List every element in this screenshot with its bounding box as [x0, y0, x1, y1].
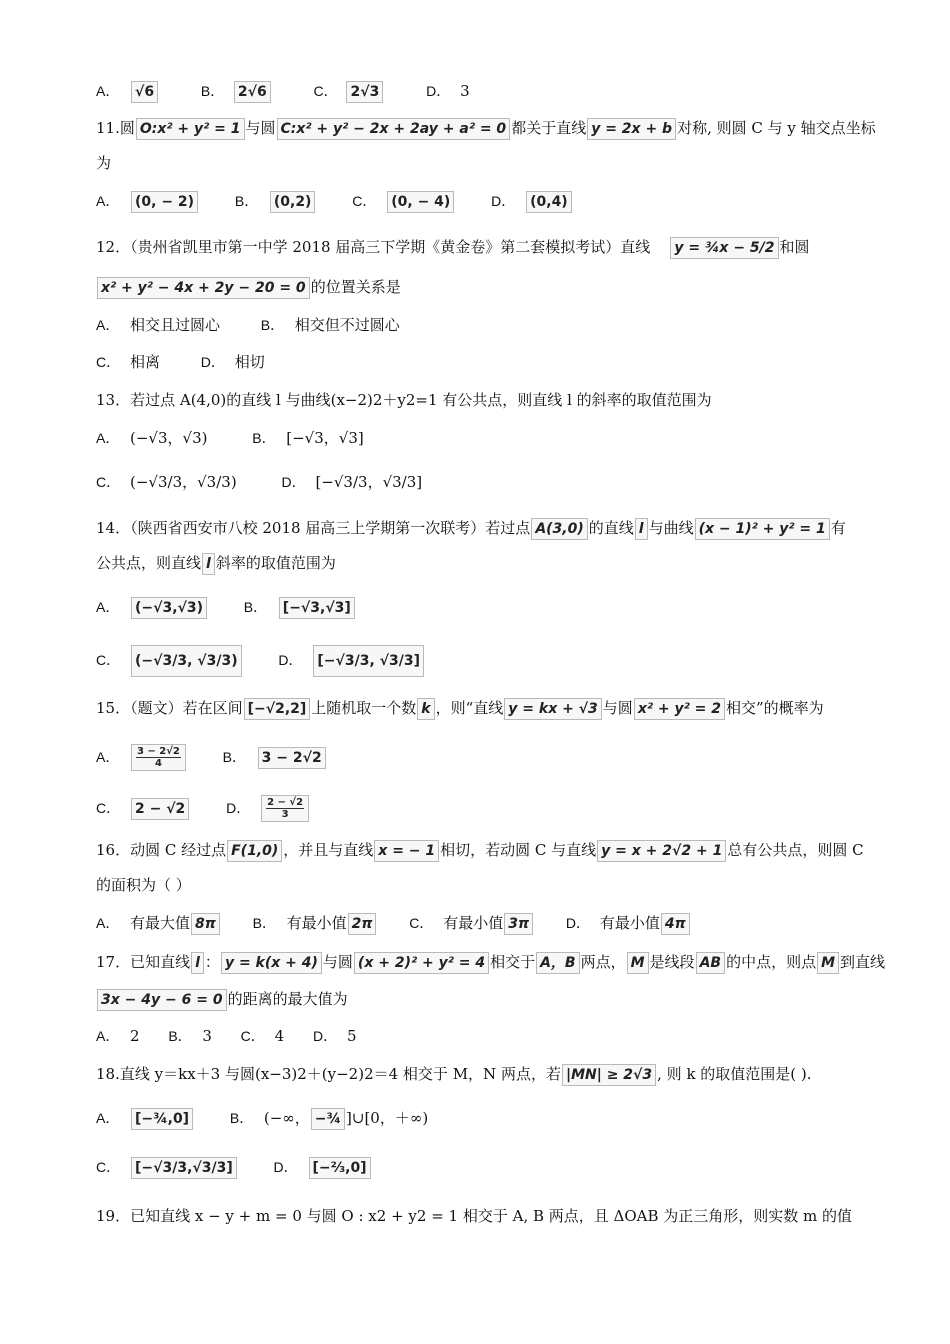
question-14-cont: [96, 552, 336, 575]
option-label: C．: [96, 354, 121, 370]
question-text: 动圆 C 经过点: [130, 841, 227, 859]
formula: M: [627, 952, 649, 974]
option-label: B．: [234, 193, 259, 209]
question-13: [96, 389, 712, 411]
q18-options-ab: [96, 1107, 428, 1130]
option-label: C．: [96, 799, 121, 816]
option-label: B．: [200, 83, 225, 99]
question-text: ，则“直线: [435, 699, 504, 717]
option-label: D．: [312, 1028, 338, 1044]
formula: y = ¾x − 5/2: [670, 237, 778, 259]
question-text: 相交”的概率为: [725, 699, 824, 717]
formula: l: [635, 518, 648, 540]
option-label: C．: [96, 1159, 121, 1175]
option-c-text: (−√3/3，√3/3): [130, 473, 237, 491]
question-text: 斜率的取值范围为: [215, 554, 336, 572]
formula: y = k(x + 4): [221, 952, 322, 974]
option-d-text: 3: [460, 82, 470, 100]
fraction-denominator: 3: [281, 809, 289, 820]
option-d-text: 相切: [234, 353, 265, 371]
q13-options-cd: [96, 471, 422, 493]
option-a-text: (−√3，√3): [130, 429, 208, 447]
option-label: C．: [313, 83, 338, 99]
question-text: 相交于: [490, 953, 536, 971]
q14-options-ab: [96, 596, 356, 619]
option-label: C．: [352, 193, 377, 209]
question-text: 为: [96, 154, 112, 172]
formula: [−√2,2]: [244, 698, 311, 720]
option-label: A．: [96, 748, 120, 765]
question-text: 已知直线: [130, 953, 191, 971]
option-label: B．: [229, 1110, 254, 1126]
option-c-text: 4: [274, 1027, 285, 1045]
option-d-text: 5: [346, 1027, 357, 1045]
question-text: 对称, 则圆 C 与 y 轴交点坐标: [677, 119, 876, 137]
formula: A，B: [536, 952, 580, 974]
formula: y = x + 2√2 + 1: [597, 840, 726, 862]
question-17: [96, 951, 885, 974]
option-c-formula: (−√3/3, √3/3): [131, 645, 242, 677]
option-label: D．: [273, 1159, 298, 1175]
option-label: C．: [409, 915, 434, 931]
question-text: 与曲线: [648, 519, 694, 537]
q15-options-cd: [96, 795, 310, 822]
option-label: C．: [240, 1028, 265, 1044]
q17-options: [96, 1025, 357, 1047]
option-c-formula: (0, − 4): [387, 191, 454, 213]
formula: |MN| ≥ 2√3: [562, 1064, 656, 1086]
formula: M: [817, 952, 839, 974]
option-label: A．: [96, 430, 120, 446]
question-14: [96, 517, 846, 540]
option-a-text: 相交且过圆心: [130, 316, 221, 334]
option-d-text: [−√3/3，√3/3]: [315, 473, 423, 491]
question-number: 17．: [96, 953, 131, 971]
q15-options-ab: [96, 744, 327, 771]
question-text: 的直线: [588, 519, 634, 537]
option-label: D．: [278, 652, 303, 668]
option-label: B．: [243, 599, 268, 615]
option-b-text: (−∞，: [263, 1109, 310, 1127]
question-number: 11.: [96, 119, 120, 137]
question-text: 两点，: [580, 953, 626, 971]
question-text: 都关于直线: [511, 119, 587, 137]
question-16-cont: [96, 874, 191, 896]
option-label: D．: [200, 354, 225, 370]
question-text: 上随机取一个数: [311, 699, 417, 717]
q11-options: [96, 190, 573, 213]
question-text: （陕西省西安市八校 2018 届高三上学期第一次联考）若过点: [130, 519, 531, 537]
option-d-formula: [−√3/3, √3/3]: [313, 645, 424, 677]
question-text: 与圆: [322, 953, 353, 971]
option-c-text: 相离: [130, 353, 161, 371]
formula: 3x − 4y − 6 = 0: [97, 989, 227, 1011]
formula: A(3,0): [531, 518, 587, 540]
question-text: 和圆: [779, 238, 810, 256]
option-b-formula: (0,2): [270, 191, 316, 213]
question-text: （贵州省凯里市第一中学 2018 届高三下学期《黄金卷》第二套模拟考试）直线: [130, 238, 651, 256]
option-label: B．: [168, 1028, 192, 1044]
question-text: 若过点 A(4,0)的直线 l 与曲线(x−2)2＋y2=1 有公共点，则直线 l 的斜率的取值范围为: [130, 391, 712, 409]
q12-options-ab: [96, 314, 400, 336]
option-d-text: 有最小值: [599, 914, 660, 932]
q10-options: [96, 80, 470, 103]
question-19: [96, 1205, 852, 1227]
option-b-text: 相交但不过圆心: [294, 316, 400, 334]
question-text: 相切，若动圆 C 与直线: [440, 841, 597, 859]
question-text: 的中点，则点: [726, 953, 817, 971]
option-label: A．: [96, 1110, 120, 1126]
option-label: A．: [96, 193, 120, 209]
option-c-text: 有最小值: [443, 914, 504, 932]
question-text: 直线 y＝kx＋3 与圆(x−3)2＋(y−2)2＝4 相交于 M，N 两点，若: [119, 1065, 561, 1083]
option-b-text: 有最小值: [286, 914, 347, 932]
question-text: 已知直线 x − y + m = 0 与圆 O : x2 + y2 = 1 相交于 A, B 两点，且 ΔOAB 为正三角形，则实数 m 的值: [130, 1207, 853, 1225]
formula: (x + 2)² + y² = 4: [354, 952, 489, 974]
option-b-text: ]∪[0，＋∞): [346, 1109, 429, 1127]
option-label: A．: [96, 83, 120, 99]
option-label: B．: [252, 430, 276, 446]
q16-options: [96, 912, 691, 935]
option-a-formula: 8π: [191, 913, 220, 935]
option-label: D．: [565, 915, 590, 931]
option-c-formula: [−√3/3,√3/3]: [131, 1157, 237, 1179]
option-label: A．: [96, 915, 120, 931]
option-label: C．: [96, 474, 121, 490]
option-a-formula: [131, 744, 186, 771]
option-a-formula: (0, − 2): [131, 191, 198, 213]
q12-options-cd: [96, 351, 265, 373]
question-number: 14．: [96, 519, 131, 537]
option-label: D．: [491, 193, 516, 209]
question-text: 有: [830, 519, 846, 537]
fraction-numerator: 2 − √2: [267, 797, 304, 808]
question-text: 到直线: [840, 953, 886, 971]
option-b-formula: [−√3,√3]: [279, 597, 355, 619]
question-15: [96, 697, 824, 720]
option-d-formula: 4π: [661, 913, 690, 935]
formula: O:x² + y² = 1: [136, 118, 245, 140]
question-text: ，并且与直线: [283, 841, 374, 859]
option-c-formula: 3π: [504, 913, 533, 935]
formula: C:x² + y² − 2x + 2ay + a² = 0: [277, 118, 511, 140]
formula: y = kx + √3: [504, 698, 602, 720]
option-b-formula: 2π: [348, 913, 377, 935]
question-text: ：: [204, 953, 220, 971]
option-label: A．: [96, 599, 120, 615]
option-a-text: 有最大值: [130, 914, 191, 932]
option-a-formula: (−√3,√3): [131, 597, 207, 619]
question-number: 15．: [96, 699, 131, 717]
option-label: D．: [226, 799, 251, 816]
option-b-formula: 3 − 2√2: [258, 747, 326, 769]
option-a-formula: [−¾,0]: [131, 1108, 193, 1130]
question-text: 公共点，则直线: [96, 554, 202, 572]
question-text: 与圆: [245, 119, 276, 137]
option-label: B．: [252, 915, 276, 931]
question-text: 圆: [119, 119, 135, 137]
option-label: D．: [281, 474, 306, 490]
option-label: B．: [260, 317, 285, 333]
q14-options-cd: [96, 645, 425, 677]
option-label: B．: [222, 748, 247, 765]
question-text: （题文）若在区间: [130, 699, 243, 717]
question-text: 与圆: [602, 699, 633, 717]
q13-options-ab: [96, 427, 364, 449]
formula: x = − 1: [374, 840, 439, 862]
question-text: 的面积为（ ）: [96, 876, 191, 894]
formula: (x − 1)² + y² = 1: [695, 518, 830, 540]
fraction-denominator: 4: [154, 758, 162, 769]
option-label: C．: [96, 652, 121, 668]
formula: x² + y² = 2: [634, 698, 725, 720]
question-11: [96, 117, 876, 140]
formula: l: [202, 553, 215, 575]
option-label: A．: [96, 317, 120, 333]
question-text: 的距离的最大值为: [227, 990, 348, 1008]
option-d-formula: [−⅔,0]: [309, 1157, 371, 1179]
formula: k: [417, 698, 434, 720]
question-number: 13．: [96, 391, 131, 409]
fraction-numerator: 3 − 2√2: [137, 746, 180, 757]
question-18: [96, 1063, 812, 1086]
question-text: 的位置关系是: [310, 278, 401, 296]
formula: l: [191, 952, 204, 974]
question-11-cont: [96, 152, 111, 174]
formula: x² + y² − 4x + 2y − 20 = 0: [97, 277, 310, 299]
q18-options-cd: [96, 1156, 372, 1179]
formula: F(1,0): [227, 840, 282, 862]
option-c-formula: 2√3: [346, 81, 383, 103]
question-number: 18.: [96, 1065, 120, 1083]
question-number: 12．: [96, 238, 131, 256]
option-label: A．: [96, 1028, 120, 1044]
formula: y = 2x + b: [587, 118, 676, 140]
question-12-cont: [96, 276, 401, 299]
option-b-formula: −¾: [311, 1108, 345, 1130]
question-12: [96, 236, 810, 259]
option-d-formula: (0,4): [526, 191, 572, 213]
option-a-formula: √6: [131, 81, 158, 103]
question-text: , 则 k 的取值范围是( ).: [657, 1065, 812, 1083]
question-number: 19．: [96, 1207, 131, 1225]
question-text: 总有公共点，则圆 C: [727, 841, 864, 859]
option-b-formula: 2√6: [234, 81, 271, 103]
question-text: 是线段: [649, 953, 695, 971]
option-a-text: 2: [130, 1027, 140, 1045]
option-b-text: [−√3，√3]: [286, 429, 364, 447]
option-c-formula: 2 − √2: [131, 798, 189, 820]
formula: AB: [696, 952, 726, 974]
question-17-cont: [96, 988, 348, 1011]
option-label: D．: [426, 83, 451, 99]
option-d-formula: [261, 795, 309, 822]
question-number: 16．: [96, 841, 131, 859]
option-b-text: 3: [202, 1027, 212, 1045]
question-16: [96, 839, 864, 862]
